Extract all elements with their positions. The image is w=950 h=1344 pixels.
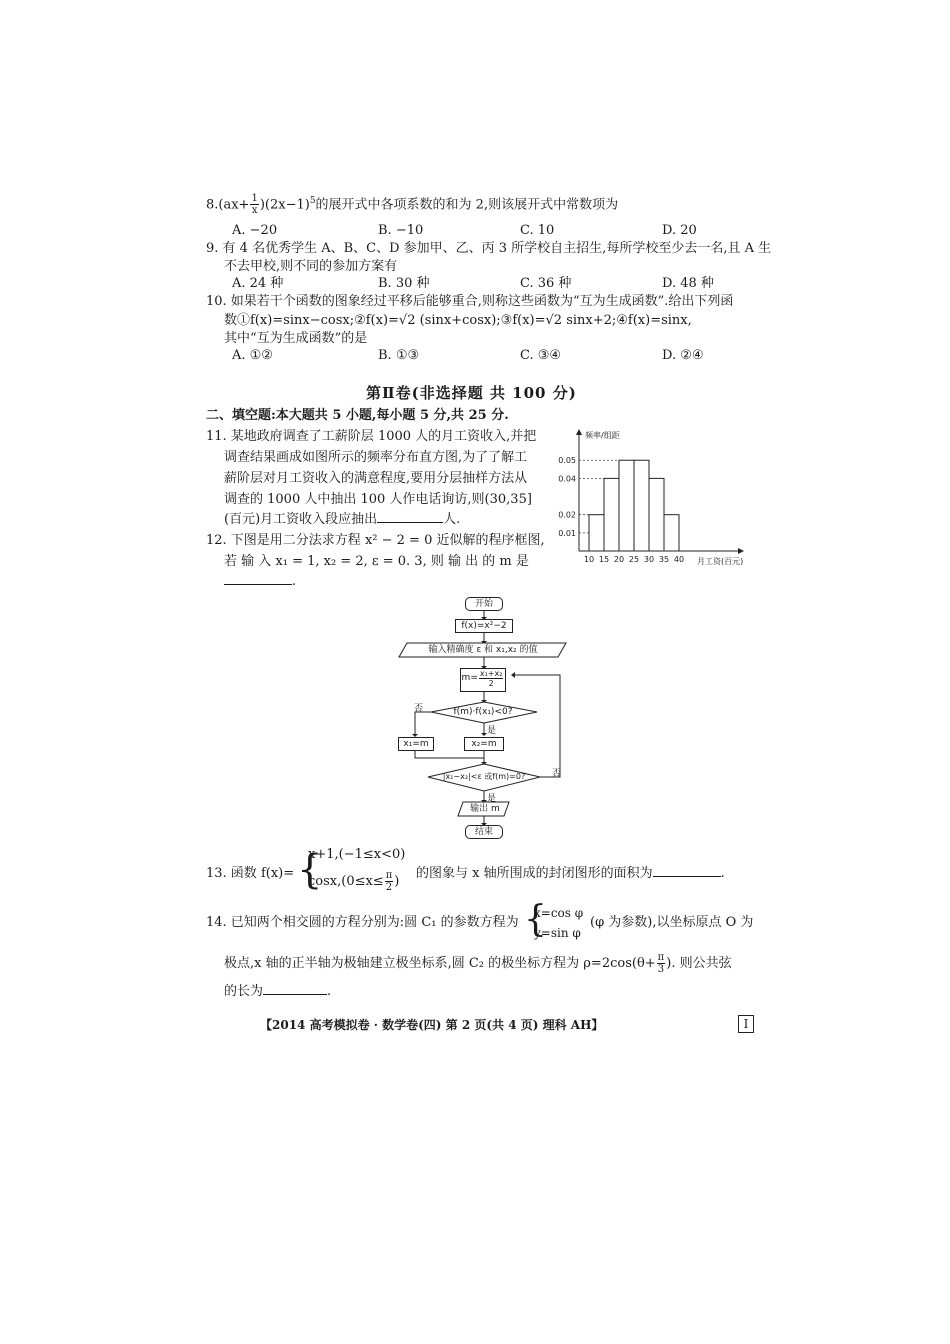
q12-line-2: 若 输 入 x₁ = 1, x₂ = 2, ε = 0. 3, 则 输 出 的 m 是: [224, 554, 529, 569]
q14-frac-den: 3: [657, 964, 665, 975]
q14-line-2: [224, 952, 732, 975]
q13-case-2a: cosx,(0≤x≤: [308, 874, 384, 889]
q12-answer-blank-row: .: [224, 573, 296, 591]
flow-yes-2: 是: [487, 794, 497, 804]
q8-exponent: 5: [309, 196, 316, 206]
flow-midpoint-label: m=: [461, 673, 478, 683]
q10-option-a: A. ①②: [232, 348, 273, 363]
flow-start: 开始: [465, 597, 503, 611]
q13-case-2: [308, 870, 399, 893]
q13-case-2-frac: [385, 870, 394, 893]
q14-frac-num: π: [657, 952, 665, 963]
q9-line-1: 9. 有 4 名优秀学生 A、B、C、D 参加甲、乙、丙 3 所学校自主招生,每所学校至少去一名,且 A 生: [206, 241, 772, 256]
section-title: 第Ⅱ卷(非选择题 共 100 分): [366, 384, 577, 402]
q8-expr-a: (ax+: [218, 197, 250, 213]
q14-equation-2: y=sin φ: [534, 926, 581, 940]
q14-line-2b: ). 则公共弦: [666, 956, 732, 971]
histogram-bar-4: [649, 478, 664, 551]
y-tick-label-2: 0.04: [558, 474, 576, 484]
histogram-bar-2: [619, 460, 634, 551]
frequency-histogram: [550, 425, 760, 575]
q10-line-3: 其中“互为生成函数”的是: [224, 331, 368, 346]
q8-option-d: D. 20: [662, 223, 697, 238]
q8-option-a: A. −20: [232, 223, 278, 238]
y-tick-label-1: 0.02: [558, 510, 576, 520]
q14-line-3b: .: [327, 984, 332, 999]
q11-answer-blank[interactable]: [377, 522, 443, 523]
x-tick-label-5: 35: [658, 555, 670, 564]
q9-option-d: D. 48 种: [662, 276, 714, 291]
q9-option-b: B. 30 种: [378, 276, 430, 291]
flow-assign-left: x₁=m: [398, 737, 434, 751]
q11-line-5: [224, 511, 460, 529]
q8-frac-den: x: [251, 205, 258, 217]
q13-suffix-row: [416, 865, 725, 883]
flow-no-2: 否: [552, 769, 562, 779]
q14-frac: [657, 952, 666, 975]
flow-midpoint-num: x₁+x₂: [479, 669, 503, 678]
q12-line-1: 12. 下图是用二分法求方程 x² − 2 = 0 近似解的程序框图,: [206, 533, 545, 548]
q13-suffix: 的图象与 x 轴所围成的封闭图形的面积为: [416, 866, 653, 881]
x-axis-arrow: [738, 548, 744, 554]
flow-condition-1: f(m)·f(x₁)<0?: [453, 707, 513, 717]
histogram-layer: [558, 429, 744, 566]
q9-line-2: 不去甲校,则不同的参加方案有: [224, 259, 398, 274]
y-tick-label-0: 0.01: [558, 528, 576, 538]
x-tick-label-3: 25: [628, 555, 640, 564]
histogram-bar-0: [589, 515, 604, 551]
q8-expr-b: )(2x−1): [259, 197, 310, 213]
q14-after: (φ 为参数),以坐标原点 O 为: [590, 915, 754, 930]
q11-line-5a: (百元)月工资收入段应抽出: [224, 512, 378, 527]
x-tick-label-1: 15: [598, 555, 610, 564]
q8-number: 8.: [206, 197, 219, 213]
fill-in-heading: 二、填空题:本大题共 5 小题,每小题 5 分,共 25 分.: [206, 408, 509, 423]
x-tick-label-2: 20: [613, 555, 625, 564]
x-tick-label-4: 30: [643, 555, 655, 564]
q10-option-c: C. ③④: [520, 348, 562, 363]
flow-condition-2: |x₁−x₂|<ε 或f(m)=0?: [442, 772, 526, 781]
q10-line-1: 10. 如果若干个函数的图象经过平移后能够重合,则称这些函数为“互为生成函数”.给出下列函: [206, 294, 734, 309]
q13-brace: {: [297, 847, 323, 893]
q9-option-c: C. 36 种: [520, 276, 572, 291]
q14-answer-blank[interactable]: [263, 994, 327, 995]
q8-option-c: C. 10: [520, 223, 555, 238]
flow-output: 输出 m: [470, 804, 500, 814]
flow-midpoint-frac: [479, 669, 504, 688]
flow-define-function: f(x)=x²−2: [455, 619, 513, 633]
flow-no-1: 否: [414, 704, 424, 714]
x-tick-label-6: 40: [673, 555, 685, 564]
q8-text: 的展开式中各项系数的和为 2,则该展开式中常数项为: [315, 197, 619, 213]
x-tick-label-0: 10: [583, 555, 595, 564]
flow-midpoint: [460, 668, 506, 692]
q10-line-2: 数①f(x)=sinx−cosx;②f(x)=√2 (sinx+cosx);③f(x)=√2 sinx+2;④f(x)=sinx,: [224, 313, 692, 328]
q11-line-2: 调查结果画成如图所示的频率分布直方图,为了了解工: [224, 450, 528, 465]
q13-case-2b: ): [394, 874, 400, 889]
q13-case-2-num: π: [385, 870, 393, 881]
q13-answer-blank[interactable]: [653, 876, 721, 877]
q8-option-b: B. −10: [378, 223, 424, 238]
page-footer: 【2014 高考模拟卷 · 数学卷(四) 第 2 页(共 4 页) 理科 AH】: [260, 1018, 604, 1032]
q8-fraction: [250, 193, 258, 216]
flow-yes-1: 是: [487, 726, 497, 736]
histogram-bar-1: [604, 478, 619, 551]
x-axis-label: 月工资(百元): [697, 557, 744, 566]
flow-assign-right: x₂=m: [464, 737, 504, 751]
flow-input: 输入精确度 ε 和 x₁,x₂ 的值: [428, 645, 538, 655]
q13-end: .: [720, 866, 725, 881]
flow-midpoint-den: 2: [488, 679, 494, 688]
histogram-bar-5: [664, 515, 679, 551]
q13-case-2-den: 2: [385, 882, 393, 893]
y-tick-label-3: 0.05: [558, 456, 576, 466]
q10-option-d: D. ②④: [662, 348, 704, 363]
q9-option-a: A. 24 种: [232, 276, 284, 291]
q13-case-1: x+1,(−1≤x<0): [308, 847, 406, 862]
y-axis-label: 频率/组距: [585, 431, 620, 440]
histogram-bar-3: [634, 460, 649, 551]
q11-line-3: 薪阶层对月工资收入的满意程度,要用分层抽样方法从: [224, 471, 528, 486]
y-axis-arrow: [576, 429, 582, 435]
q14-equation-1: x=cos φ: [534, 906, 584, 920]
q14-line-3a: 的长为: [224, 984, 264, 999]
q8-frac-num: 1: [251, 193, 258, 205]
q13-prefix: 13. 函数 f(x)=: [206, 866, 295, 881]
q11-line-1: 11. 某地政府调查了工薪阶层 1000 人的月工资收入,并把: [206, 429, 537, 444]
q14-line-3: [224, 983, 331, 1001]
q14-brace: {: [524, 899, 547, 940]
q10-option-b: B. ①③: [378, 348, 420, 363]
flow-end: 结束: [465, 825, 503, 839]
q14-line-2a: 极点,x 轴的正半轴为极轴建立极坐标系,圆 C₂ 的极坐标方程为 ρ=2cos(θ+: [224, 956, 656, 971]
q8-stem: [206, 192, 618, 216]
footer-mark: I: [738, 1015, 754, 1033]
q11-line-5b: 人.: [443, 512, 461, 527]
q11-line-4: 调查的 1000 人中抽出 100 人作电话询访,则(30,35]: [224, 492, 532, 507]
q12-answer-blank[interactable]: [224, 584, 292, 585]
q14-prefix: 14. 已知两个相交圆的方程分别为:圆 C₁ 的参数方程为: [206, 915, 519, 930]
